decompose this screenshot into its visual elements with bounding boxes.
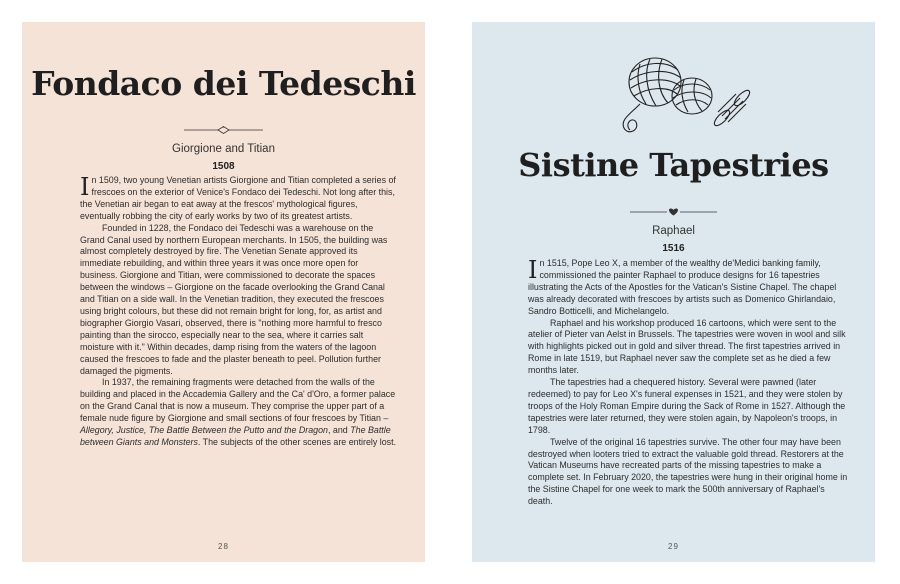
paragraph-text: , and — [328, 425, 351, 436]
artwork-titles: Allegory, Justice, The Battle Between the Putto and the Dragon — [80, 425, 328, 436]
paragraph-text: . The subjects of the other scenes are entirely lost. — [197, 436, 397, 447]
paragraph-text: In 1937, the remaining fragments were detached from the walls of the building and placed in the Accademia Gallery and the Ca' d'Oro, a former palace on the Grand Canal that is now a museum. They comprise the upper part of a female nude figure by Giorgione and small sections of four frescoes by Titian – — [80, 377, 396, 424]
paragraph: Founded in 1228, the Fondaco dei Tedeschi was a warehouse on the Grand Canal used by northern European merchants. In 1505, the building was almost completely destroyed by fire. The Venetian Senate approved its immediate rebuilding, and within three years it was once more open for business. Giorgione and Titian, were commissioned to decorate the spaces between the windows – Giorgione on the facade overlooking the Grand Canal and Titian on a side wall. In the Venetian tradition, they executed the frescoes using bright colours, but these did not remain bright for long, for, as artist and biographer Giorgio Vasari, observed, there is "nothing more harmful to fresco painting than the sirocco, especially near to the sea, where it carries salt moisture with it." Within decades, damp rising from the waters of the lagoon caused the frescoes to fade and the plaster beneath to peel. Pollution further damaged the pigments. — [80, 222, 388, 376]
ornamental-divider-icon — [22, 125, 425, 135]
paragraph-text: n 1509, two young Venetian artists Giorgione and Titian completed a series of frescoes on the exterior of Venice's Fondaco dei Tedeschi. Not long after this, the Venetian air began to eat away at the frescos' mythological figures, eventually robbing the city of early works by two of its greatest artists. — [80, 175, 396, 221]
right-page — [472, 22, 875, 562]
ornamental-divider-icon — [472, 207, 875, 217]
paragraph-text: n 1515, Pope Leo X, a member of the wealthy de'Medici banking family, commissioned the painter Raphael to produce designs for 16 tapestries illustrating the Acts of the Apostles for the Vatican's Sistine Chapel. The chapel was already decorated with frescoes by artists such as Domenico Ghirlandaio, Sandro Botticelli, and Michelangelo. — [528, 258, 837, 316]
drop-cap: I — [528, 256, 538, 284]
paragraph — [80, 175, 398, 223]
year: 1516 — [662, 243, 685, 254]
paragraph: Raphael and his workshop produced 16 cartoons, which were sent to the atelier of Pieter van Aelst in Brussels. The tapestries were woven in wool and silk with highlights picked out in gold and silver thread. The first tapestries arrived in Rome in late 1519, but Raphael never saw the complete set as he died a few months later. — [528, 317, 846, 376]
page-number: 29 — [668, 542, 679, 551]
drop-cap: I — [80, 173, 90, 201]
left-page — [22, 22, 425, 562]
artist-name: Giorgione and Titian — [172, 143, 275, 155]
artwork-title: The Battle between Giants and Monsters — [80, 425, 391, 447]
yarn-balls-and-spool-icon — [610, 40, 760, 140]
body-text — [528, 258, 850, 508]
body-text — [80, 175, 398, 449]
page-title: Fondaco dei Tedeschi — [31, 64, 416, 103]
artist-name: Raphael — [652, 225, 695, 237]
paragraph: The tapestries had a chequered history. Several were pawned (later redeemed) to pay for Leo X's funeral expenses in 1521, and they were stolen by troops of the Holy Roman Empire during the Sack of Rome in 1527. Although the tapestries were later returned, they were stolen again, by Napoleon's troops, in 1798. — [528, 377, 846, 435]
page-title: Sistine Tapestries — [518, 146, 829, 184]
paragraph: Twelve of the original 16 tapestries survive. The other four may have been destroyed when looters tried to extract the valuable gold thread. Restorers at the Vatican Museums have recreated parts of the missing tapestries to make a complete set. In February 2020, the tapestries were hung in their original home in the Sistine Chapel for one week to mark the 500th anniversary of Raphael's death. — [528, 436, 848, 507]
paragraph — [80, 377, 398, 448]
page-number: 28 — [218, 542, 229, 551]
paragraph — [528, 258, 850, 318]
year: 1508 — [212, 161, 235, 172]
